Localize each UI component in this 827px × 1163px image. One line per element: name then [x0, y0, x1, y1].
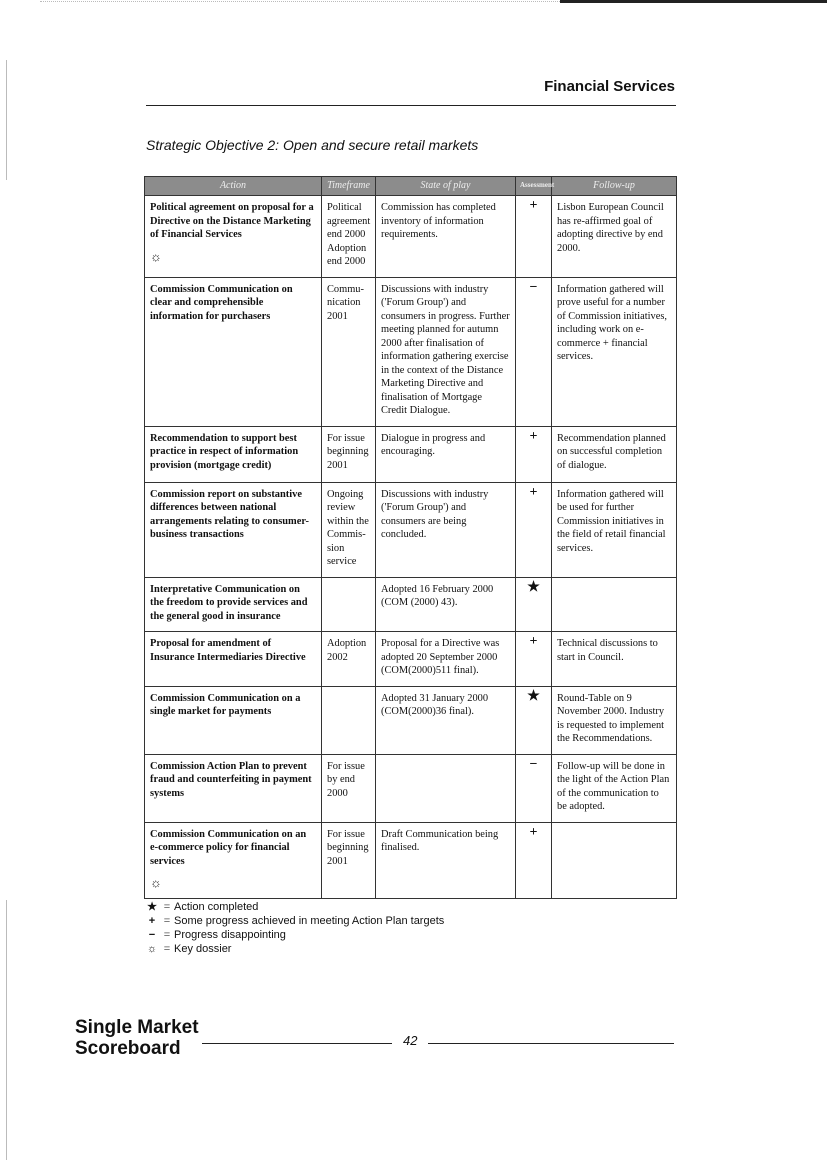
table-row — [145, 196, 677, 278]
assessment-icon: + — [516, 822, 552, 898]
key-dossier-icon: ☼ — [150, 875, 162, 890]
state-of-play-cell: Proposal for a Directive was adopted 20 September 2000 (COM(2000)511 final). — [376, 632, 516, 687]
assessment-icon: ★ — [516, 577, 552, 632]
table-row — [145, 632, 677, 687]
follow-up-cell — [552, 577, 677, 632]
state-of-play-cell: Draft Communication being finalised. — [376, 822, 516, 898]
assessment-icon: + — [516, 426, 552, 482]
legend-equals: = — [163, 915, 171, 927]
plus-icon: + — [148, 915, 156, 927]
state-of-play-cell: Dialogue in progress and encouraging. — [376, 426, 516, 482]
action-cell — [145, 277, 322, 426]
header-follow-up: Follow-up — [552, 177, 677, 196]
action-cell — [145, 632, 322, 687]
action-cell — [145, 482, 322, 577]
follow-up-cell: Lisbon European Council has re-affirmed goal of adopting directive by end 2000. — [552, 196, 677, 278]
timeframe-cell: Adoption 2002 — [322, 632, 376, 687]
header-assessment: Assessment — [516, 177, 552, 196]
header-state-of-play: State of play — [376, 177, 516, 196]
page-number: 42 — [403, 1033, 418, 1048]
timeframe-cell — [322, 686, 376, 754]
legend — [144, 900, 444, 956]
state-of-play-cell: Discussions with industry ('Forum Group') and consumers in progress. Further meeting planned for autumn 2000 after finalisation of information gathering exercise in the context of the Distance Marketing Directive and finalisation of Mortgage Credit Dialogue. — [376, 277, 516, 426]
legend-item — [144, 900, 444, 914]
timeframe-cell: For issue beginning 2001 — [322, 822, 376, 898]
table-row — [145, 754, 677, 822]
action-text: Commission Communication on an e-commerce policy for financial services — [150, 828, 307, 867]
state-of-play-cell — [376, 754, 516, 822]
legend-equals: = — [163, 901, 171, 913]
legend-equals: = — [163, 929, 171, 941]
margin-scan-mark — [6, 60, 7, 180]
assessment-icon: + — [516, 482, 552, 577]
follow-up-cell: Information gathered will prove useful for a number of Commission initiatives, including work on e-commerce + financial services. — [552, 277, 677, 426]
state-of-play-cell: Discussions with industry ('Forum Group') and consumers are being concluded. — [376, 482, 516, 577]
margin-scan-mark — [6, 900, 7, 1160]
legend-text: Action completed — [174, 901, 259, 913]
action-cell — [145, 822, 322, 898]
timeframe-cell: For issue beginning 2001 — [322, 426, 376, 482]
follow-up-cell: Follow-up will be done in the light of the Action Plan of the communication to be adopted. — [552, 754, 677, 822]
table-row — [145, 686, 677, 754]
assessment-icon: − — [516, 754, 552, 822]
action-cell — [145, 686, 322, 754]
assessment-icon: ★ — [516, 686, 552, 754]
timeframe-cell: Political agreement end 2000 Adoption end 2000 — [322, 196, 376, 278]
footer-rule — [202, 1043, 392, 1044]
state-of-play-cell: Adopted 16 February 2000 (COM (2000) 43). — [376, 577, 516, 632]
action-text: Proposal for amendment of Insurance Intermediaries Directive — [150, 638, 306, 663]
key-dossier-icon: ☼ — [146, 943, 158, 955]
assessment-icon: + — [516, 196, 552, 278]
footer-brand-line-2: Scoreboard — [75, 1038, 181, 1059]
key-dossier-icon: ☼ — [150, 248, 162, 264]
action-cell — [145, 577, 322, 632]
footer-brand-line-1: Single Market — [75, 1017, 199, 1038]
legend-item — [144, 942, 444, 956]
legend-text: Progress disappointing — [174, 929, 286, 941]
action-text: Commission report on substantive differences between national arrangements relating to consumer-business transactions — [150, 488, 309, 540]
action-text: Commission Communication on clear and comprehensible information for purchasers — [150, 283, 293, 322]
action-cell — [145, 754, 322, 822]
table-header-row — [145, 177, 677, 196]
footer-brand — [75, 1017, 199, 1059]
legend-item — [144, 914, 444, 928]
timeframe-cell: Commu-nication 2001 — [322, 277, 376, 426]
follow-up-cell — [552, 822, 677, 898]
timeframe-cell: Ongoing review within the Commis-sion service — [322, 482, 376, 577]
table-row — [145, 482, 677, 577]
table-row — [145, 822, 677, 898]
action-cell — [145, 426, 322, 482]
timeframe-cell — [322, 577, 376, 632]
footer-rule — [428, 1043, 674, 1044]
assessment-icon: − — [516, 277, 552, 426]
strategic-objective-title: Strategic Objective 2: Open and secure retail markets — [146, 137, 479, 153]
action-text: Political agreement on proposal for a Directive on the Distance Marketing of Financial Services — [150, 202, 314, 240]
table-row — [145, 426, 677, 482]
timeframe-cell: For issue by end 2000 — [322, 754, 376, 822]
top-scan-edge — [40, 1, 560, 2]
legend-text: Key dossier — [174, 943, 232, 955]
action-text: Commission Communication on a single market for payments — [150, 692, 301, 717]
action-plan-table — [144, 176, 677, 899]
table-row — [145, 277, 677, 426]
legend-text: Some progress achieved in meeting Action Plan targets — [174, 915, 445, 927]
header-rule — [146, 105, 676, 106]
header-timeframe: Timeframe — [322, 177, 376, 196]
state-of-play-cell: Adopted 31 January 2000 (COM(2000)36 final). — [376, 686, 516, 754]
legend-item — [144, 928, 444, 942]
legend-equals: = — [163, 943, 171, 955]
action-text: Commission Action Plan to prevent fraud and counterfeiting in payment systems — [150, 760, 312, 799]
minus-icon: − — [148, 929, 156, 941]
section-title: Financial Services — [544, 78, 675, 95]
follow-up-cell: Information gathered will be used for further Commission initiatives in the field of retail financial services. — [552, 482, 677, 577]
top-rule — [560, 0, 827, 3]
state-of-play-cell: Commission has completed inventory of information requirements. — [376, 196, 516, 278]
action-cell — [145, 196, 322, 278]
follow-up-cell: Technical discussions to start in Council. — [552, 632, 677, 687]
table-row — [145, 577, 677, 632]
follow-up-cell: Recommendation planned on successful completion of dialogue. — [552, 426, 677, 482]
header-action: Action — [145, 177, 322, 196]
action-text: Recommendation to support best practice in respect of information provision (mortgage credit) — [150, 432, 299, 471]
follow-up-cell: Round-Table on 9 November 2000. Industry is requested to implement the Recommendations. — [552, 686, 677, 754]
assessment-icon: + — [516, 632, 552, 687]
action-text: Interpretative Communication on the freedom to provide services and the general good in insurance — [150, 583, 308, 622]
star-icon: ★ — [147, 901, 157, 913]
